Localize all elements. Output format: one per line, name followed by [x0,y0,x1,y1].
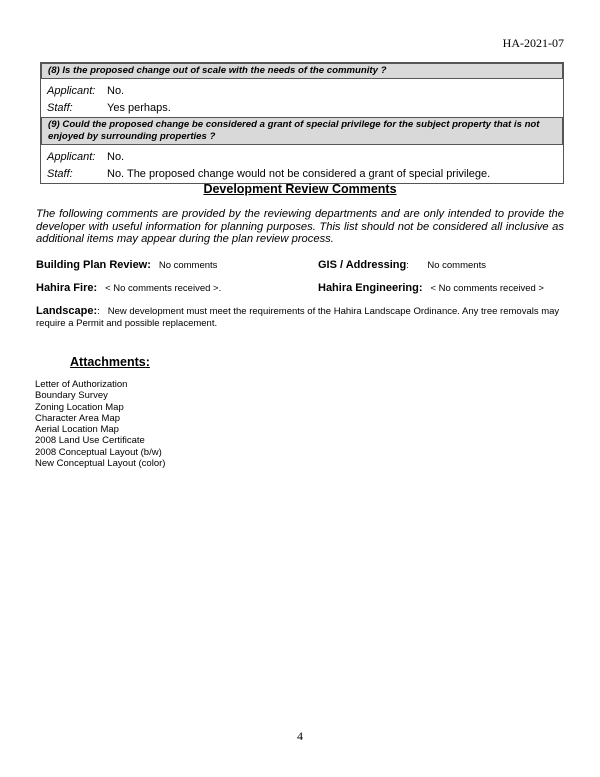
landscape-review-value: New development must meet the requirements of the Hahira Landscape Ordinance. Any tree removals may require a Permit and possible replacement. [36,306,560,329]
applicant-answer: No. [107,151,125,163]
attachment-item: Boundary Survey [35,390,108,402]
fire-review [36,282,221,294]
review-intro: The following comments are provided by the reviewing departments and are only intended to provide the developer with useful information for planning purposes. This list should not be considered all inclusive as additional items may appear during the plan review process. [36,208,564,246]
gis-review [318,259,486,271]
attachment-item: 2008 Conceptual Layout (b/w) [35,446,162,458]
engineering-review-label: Hahira Engineering: [318,282,423,294]
applicant-label: Applicant: [47,151,96,163]
attachment-item: Character Area Map [35,412,121,424]
landscape-colon: : [97,306,100,317]
building-review-label: Building Plan Review: [36,259,151,271]
attachments-colon: : [145,355,150,369]
attachment-item: New Conceptual Layout (color) [35,458,166,470]
question-8-heading: (8) Is the proposed change out of scale with the needs of the community ? [41,63,563,79]
fire-review-label: Hahira Fire: [36,282,98,294]
attachment-item: Letter of Authorization [35,379,128,390]
question-9-applicant-row [41,145,563,165]
applicant-label: Applicant: [47,85,96,97]
page-number: 4 [297,729,303,743]
gis-colon: : [406,260,409,271]
attachment-item: Zoning Location Map [35,401,124,413]
question-8-staff-row [41,99,563,117]
document-id: HA-2021-07 [502,36,564,50]
question-9-heading: (9) Could the proposed change be considered a grant of special privilege for the subject property that is not enjoyed by surrounding properties ? [41,117,563,145]
applicant-answer: No. [107,85,125,97]
building-review [36,259,217,271]
attachments-list [35,379,165,469]
attachment-item: Aerial Location Map [35,424,119,436]
question-9-staff-row [41,165,563,183]
staff-answer: No. The proposed change would not be considered a grant of special privilege. [107,168,491,180]
review-section-title: Development Review Comments [203,182,397,196]
landscape-review [36,306,564,329]
landscape-review-label: Landscape: [36,305,98,317]
fire-review-value: < No comments received >. [105,283,222,294]
question-8-applicant-row [41,79,563,99]
engineering-review [318,282,544,294]
attachment-item: 2008 Land Use Certificate [35,435,145,447]
attachments-title: Attachments: [70,355,150,369]
building-review-value: No comments [158,260,218,271]
staff-label: Staff: [47,168,73,180]
criteria-table [40,62,564,184]
staff-answer: Yes perhaps. [107,102,171,114]
staff-label: Staff: [47,102,73,114]
gis-review-value: No comments [427,260,486,271]
gis-review-label: GIS / Addressing [318,259,407,271]
engineering-review-value: < No comments received > [430,283,544,294]
